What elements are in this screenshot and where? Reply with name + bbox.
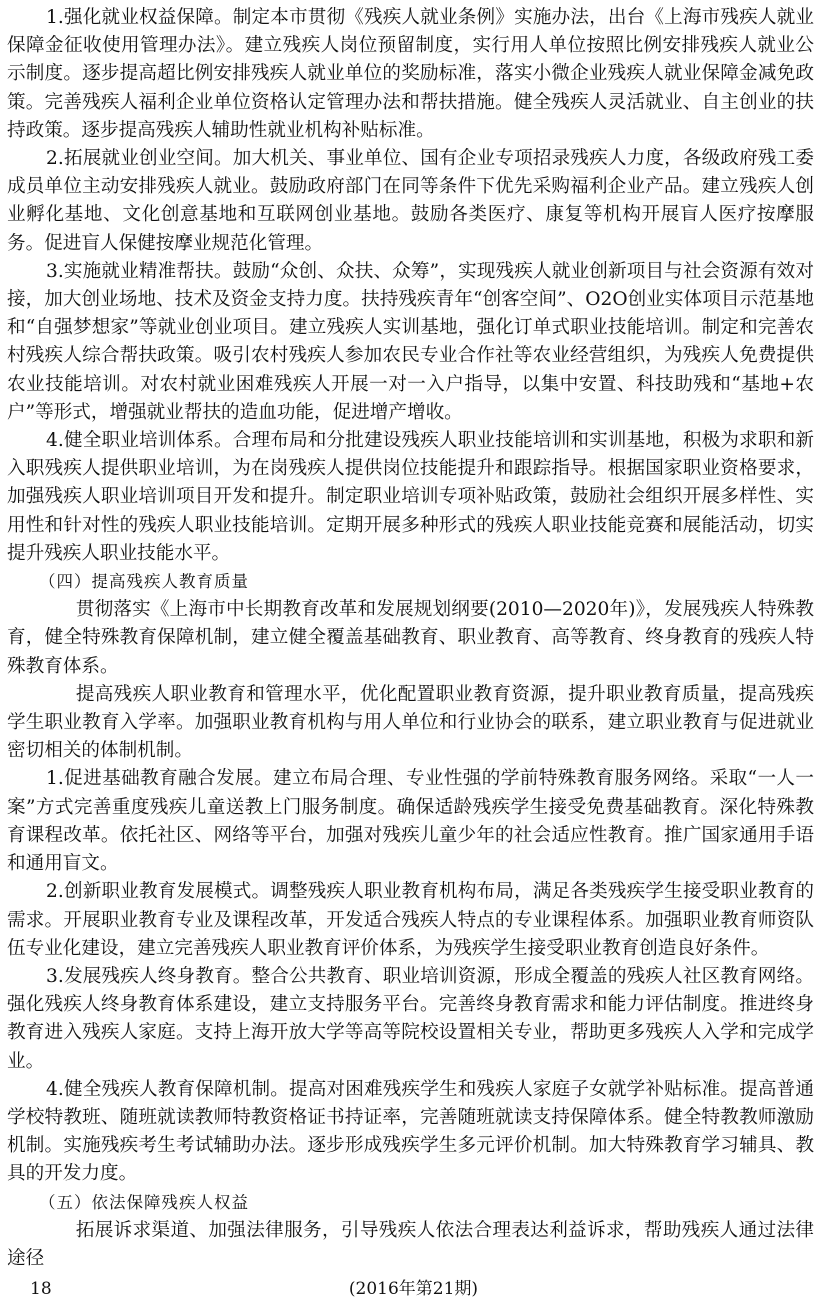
paragraph-vocational-model: 2.创新职业教育发展模式。调整残疾人职业教育机构布局，满足各类残疾学生接受职业教育的需求。开展职业教育专业及课程改革，开发适合残疾人特点的专业课程体系。加强职业教育师资队伍专业化建设，建立完善残疾人职业教育评价体系，为残疾学生接受职业教育创造良好条件。 bbox=[7, 881, 814, 959]
page-footer bbox=[0, 1277, 827, 1311]
paragraph-legal-rights: 拓展诉求渠道、加强法律服务，引导残疾人依法合理表达利益诉求，帮助残疾人通过法律途径 bbox=[7, 1219, 814, 1269]
paragraph-education-intro: 贯彻落实《上海市中长期教育改革和发展规划纲要(2010—2020年)》，发展残疾人特殊教育，健全特殊教育保障机制，建立健全覆盖基础教育、职业教育、高等教育、终身教育的残疾人特殊教育体系。 bbox=[7, 599, 814, 677]
section-heading-rights: （五）依法保障残疾人权益 bbox=[39, 1192, 249, 1212]
paragraph-employment-rights: 1.强化就业权益保障。制定本市贯彻《残疾人就业条例》实施办法，出台《上海市残疾人就业保障金征收使用管理办法》。建立残疾人岗位预留制度，实行用人单位按照比例安排残疾人就业公示制度。逐步提高超比例安排残疾人就业单位的奖励标准，落实小微企业残疾人就业保障金减免政策。完善残疾人福利企业单位资格认定管理办法和帮扶措施。健全残疾人灵活就业、自主创业的扶持政策。逐步提高残疾人辅助性就业机构补贴标准。 bbox=[7, 7, 814, 141]
issue-label: (2016年第21期) bbox=[348, 1279, 479, 1300]
paragraph-basic-education: 1.促进基础教育融合发展。建立布局合理、专业性强的学前特殊教育服务网络。采取“一人一案”方式完善重度残疾儿童送教上门服务制度。确保适龄残疾学生接受免费基础教育。深化特殊教育课程改革。依托社区、网络等平台，加强对残疾儿童少年的社会适应性教育。推广国家通用手语和通用盲文。 bbox=[7, 768, 814, 875]
page-number: 18 bbox=[30, 1279, 52, 1300]
document-body bbox=[7, 0, 814, 1273]
paragraph-vocational-education: 提高残疾人职业教育和管理水平，优化配置职业教育资源，提升职业教育质量，提高残疾学生职业教育入学率。加强职业教育机构与用人单位和行业协会的联系，建立职业教育与促进就业密切相关的体制机制。 bbox=[7, 683, 814, 762]
paragraph-vocational-training: 4.健全职业培训体系。合理布局和分批建设残疾人职业技能培训和实训基地，积极为求职和新入职残疾人提供职业培训，为在岗残疾人提供岗位技能提升和跟踪指导。根据国家职业资格要求，加强残疾人职业培训项目开发和提升。制定职业培训专项补贴政策，鼓励社会组织开展多样性、实用性和针对性的残疾人职业技能培训。定期开展多种形式的残疾人职业技能竞赛和展能活动，切实提升残疾人职业技能水平。 bbox=[7, 430, 814, 564]
paragraph-precise-assistance: 3.实施就业精准帮扶。鼓励“众创、众扶、众筹”，实现残疾人就业创新项目与社会资源有效对接，加大创业场地、技术及资金支持力度。扶持残疾青年“创客空间”、O2O创业实体项目示范基地和“自强梦想家”等就业创业项目。建立残疾人实训基地，强化订单式职业技能培训。制定和完善农村残疾人综合帮扶政策。吸引农村残疾人参加农民专业合作社等农业经营组织，为残疾人免费提供农业技能培训。对农村就业困难残疾人开展一对一入户指导，以集中安置、科技助残和“基地+农户”等形式，增强就业帮扶的造血功能，促进增产增收。 bbox=[7, 260, 814, 423]
paragraph-lifelong-education: 3.发展残疾人终身教育。整合公共教育、职业培训资源，形成全覆盖的残疾人社区教育网络。强化残疾人终身教育体系建设，建立支持服务平台。完善终身教育需求和能力评估制度。推进终身教育进入残疾人家庭。支持上海开放大学等高等院校设置相关专业，帮助更多残疾人入学和完成学业。 bbox=[7, 965, 814, 1072]
paragraph-employment-space: 2.拓展就业创业空间。加大机关、事业单位、国有企业专项招录残疾人力度，各级政府残工委成员单位主动安排残疾人就业。鼓励政府部门在同等条件下优先采购福利企业产品。建立残疾人创业孵化基地、文化创意基地和互联网创业基地。鼓励各类医疗、康复等机构开展盲人医疗按摩服务。促进盲人保健按摩业规范化管理。 bbox=[7, 148, 814, 254]
paragraph-education-guarantee: 4.健全残疾人教育保障机制。提高对困难残疾学生和残疾人家庭子女就学补贴标准。提高普通学校特教班、随班就读教师特教资格证书持证率，完善随班就读支持保障体系。健全特教教师激励机制。实施残疾考生考试辅助办法。逐步形成残疾学生多元评价机制。加大特殊教育学习辅具、教具的开发力度。 bbox=[7, 1078, 814, 1185]
section-heading-education: （四）提高残疾人教育质量 bbox=[39, 572, 249, 592]
